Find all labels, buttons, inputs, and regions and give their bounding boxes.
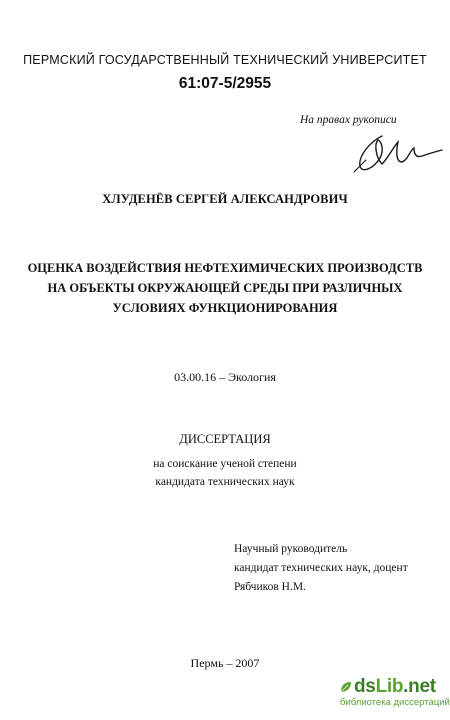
supervisor-line: Научный руководитель [234,543,348,555]
logo-lib: Lib [375,676,404,697]
university-name: ПЕРМСКИЙ ГОСУДАРСТВЕННЫЙ ТЕХНИЧЕСКИЙ УНИВЕРСИТЕТ [23,53,427,67]
title-line: НА ОБЪЕКТЫ ОКРУЖАЮЩЕЙ СРЕДЫ ПРИ РАЗЛИЧНЫХ [47,281,403,295]
signature [352,128,444,176]
dslib-watermark[interactable] [340,676,448,718]
leaf-icon [340,681,352,693]
supervisor-line: кандидат технических наук, доцент [234,562,408,574]
purpose-line: на соискание ученой степени [153,458,297,470]
watermark-subtitle: библиотека диссертаций [340,697,450,708]
city-year: Пермь – 2007 [190,656,260,670]
title-line: ОЦЕНКА ВОЗДЕЙСТВИЯ НЕФТЕХИМИЧЕСКИХ ПРОИЗВОДСТВ [27,261,423,275]
library-code: 61:07-5/2955 [178,75,272,92]
dissertation-title [0,258,450,318]
supervisor-line: Рябчиков Н.М. [234,581,306,593]
title-line: УСЛОВИЯХ ФУНКЦИОНИРОВАНИЯ [112,301,338,315]
logo-ds: ds [354,676,376,697]
specialty-code: 03.00.16 – Экология [174,370,276,384]
manuscript-rights-note: На правах рукописи [300,114,397,126]
logo-net: .net [403,676,436,697]
document-type: ДИССЕРТАЦИЯ [179,432,271,446]
purpose-line: кандидата технических наук [155,476,295,488]
supervisor-block [234,540,408,597]
degree-purpose [0,455,450,491]
author-name: ХЛУДЕНЁВ СЕРГЕЙ АЛЕКСАНДРОВИЧ [102,192,348,206]
dslib-logo [340,676,448,698]
